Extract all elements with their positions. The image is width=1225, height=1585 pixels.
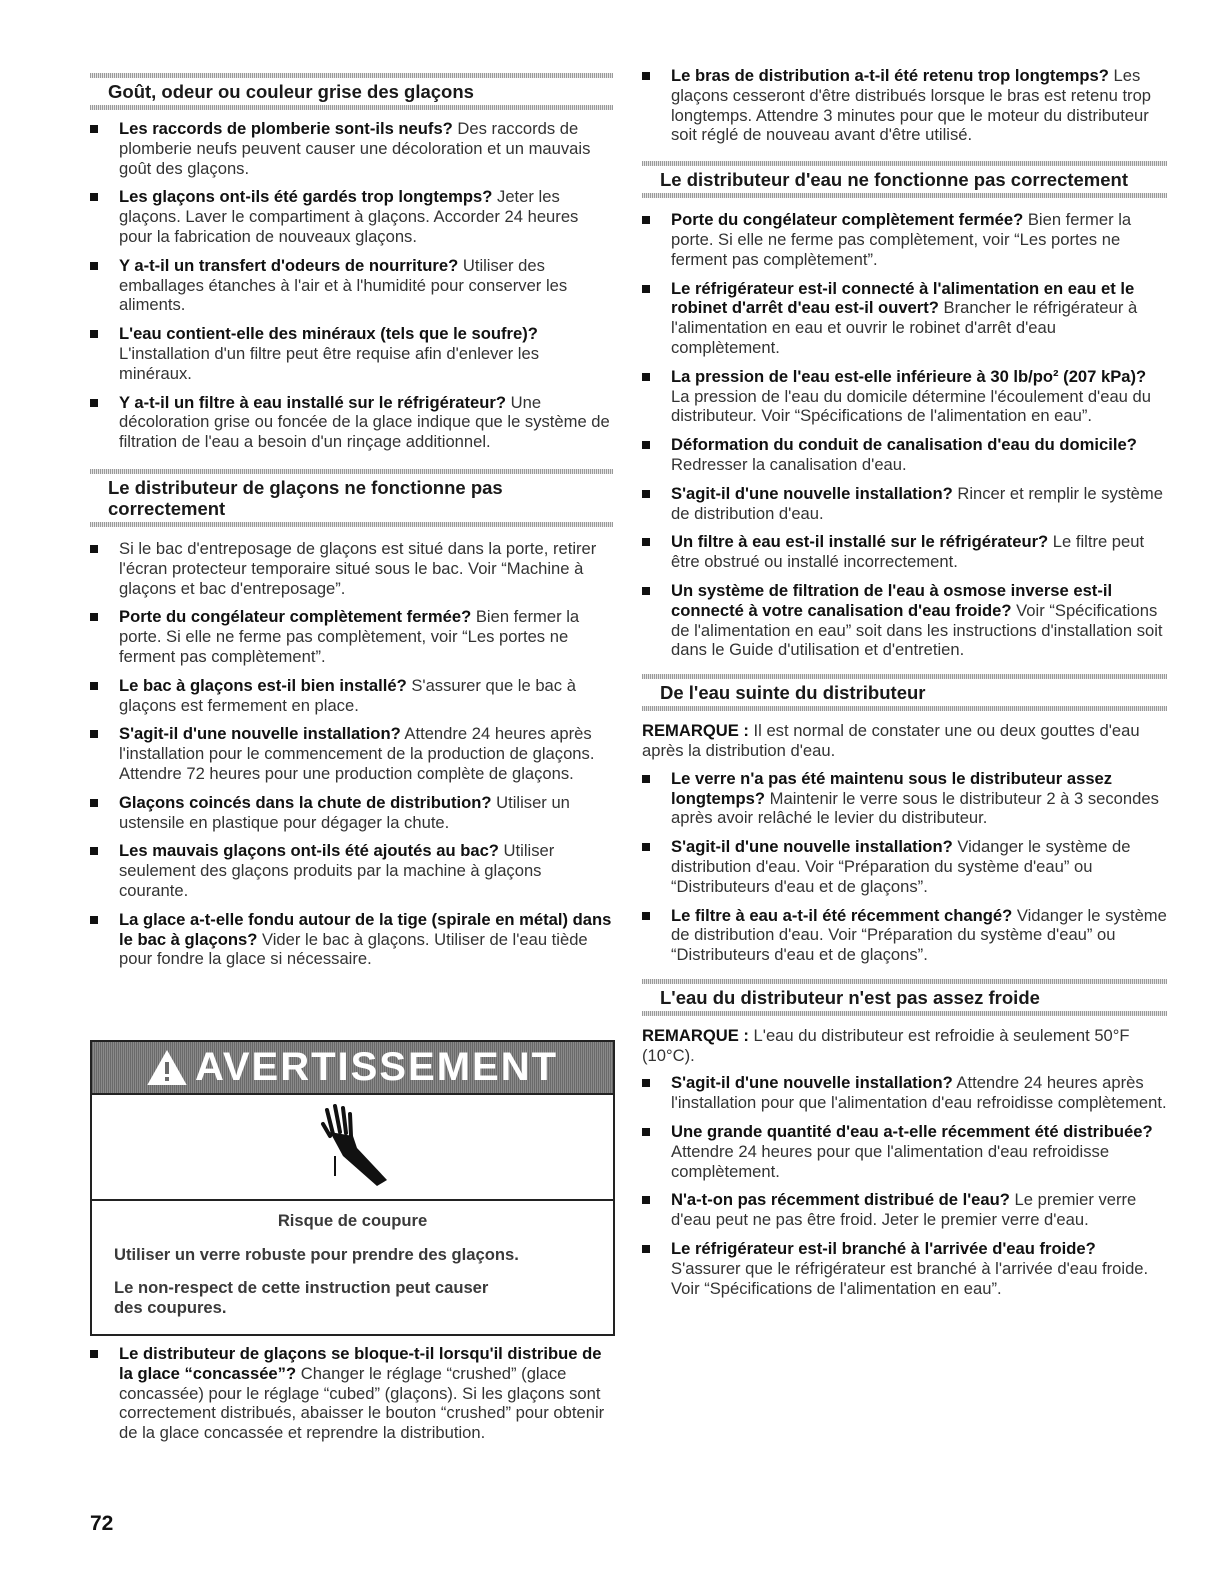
bullet-icon (642, 216, 650, 224)
question: Déformation du conduit de canalisation d'eau du domicile? (671, 435, 1137, 455)
section-title (90, 474, 613, 522)
page-number: 72 (90, 1512, 114, 1535)
answer: Utiliser des emballages étanches à l'air et à l'humidité pour conserver les aliments. (119, 255, 568, 315)
question: Y a-t-il un filtre à eau installé sur le réfrigérateur? (119, 392, 506, 412)
bullet-icon (642, 587, 650, 595)
list-item (642, 279, 1167, 358)
list-item (642, 1073, 1167, 1113)
section-rule (642, 193, 1167, 198)
answer: S'assurer que le bac à glaçons est fermement en place. (119, 675, 576, 715)
note-label: REMARQUE : (642, 721, 749, 741)
answer: Attendre 24 heures après l'installation pour le commencement de la production de glaçons. Attendre 72 heures pour une production complète de glaçons. (119, 724, 595, 783)
note-label: REMARQUE : (642, 1025, 749, 1045)
right-column (642, 0, 1167, 1298)
list-item (90, 119, 613, 178)
list-item (90, 607, 613, 666)
list-item (642, 906, 1167, 965)
bullet-icon (642, 72, 650, 80)
bullet-icon (90, 847, 98, 855)
answer: La pression de l'eau du domicile détermine l'écoulement d'eau du distributeur. Voir “Spécifications de l'alimentation en eau”. (671, 386, 1151, 426)
cut-hand-icon (313, 1104, 393, 1190)
list-item (90, 1344, 613, 1443)
answer: Redresser la canalisation d'eau. (671, 454, 907, 474)
bullet-icon (642, 373, 650, 381)
section-list (642, 210, 1167, 660)
question: La pression de l'eau est-elle inférieure à 30 lb/po² (207 kPa)? (671, 366, 1147, 386)
bullet-icon (642, 441, 650, 449)
question: La glace a-t-elle fondu autour de la tige (spirale en métal) dans le bac à glaçons? (119, 909, 612, 949)
note-text: Il est normal de constater une ou deux gouttes d'eau après la distribution d'eau. (642, 721, 1140, 760)
list-item (90, 724, 613, 783)
list-item (642, 435, 1167, 475)
question: Y a-t-il un transfert d'odeurs de nourriture? (119, 255, 459, 275)
answer: Rincer et remplir le système de distribution d'eau. (671, 483, 1163, 523)
bullet-icon (642, 538, 650, 546)
list-item (90, 256, 613, 315)
section-rule (642, 706, 1167, 711)
list-item (90, 841, 613, 900)
bullet-icon (642, 775, 650, 783)
question: Le réfrigérateur est-il branché à l'arrivée d'eau froide? (671, 1239, 1096, 1259)
answer: Jeter les glaçons. Laver le compartiment à glaçons. Accorder 24 heures pour la fabrication de nouveaux glaçons. (119, 187, 579, 246)
list-item (642, 1190, 1167, 1230)
warning-risk: Risque de coupure (277, 1211, 428, 1230)
section-title-line: Le distributeur de glaçons ne fonctionne pas (108, 476, 503, 498)
bullet-icon (642, 1128, 650, 1136)
bullet-icon (90, 916, 98, 924)
warning-icon-area (92, 1095, 613, 1201)
list-item (90, 676, 613, 716)
bullet-icon (642, 843, 650, 851)
question: Le bras de distribution a-t-il été retenu trop longtemps? (671, 66, 1109, 85)
answer: Le filtre peut être obstrué ou installé incorrectement. (671, 532, 1145, 572)
section-rule (642, 1011, 1167, 1016)
list-item (90, 793, 613, 833)
bullet-icon (90, 1350, 98, 1358)
answer: Bien fermer la porte. Si elle ne ferme pas complètement, voir “Les portes ne ferment pas complètement”. (671, 210, 1132, 269)
question: Le verre n'a pas été maintenu sous le distributeur assez longtemps? (671, 768, 1113, 808)
answer: Si le bac d'entreposage de glaçons est situé dans la porte, retirer l'écran protecteur temporaire situé sous le bac. Voir “Machine à glaçons et bac d'entreposage”. (119, 538, 597, 598)
question: Le filtre à eau a-t-il été récemment changé? (671, 905, 1013, 925)
bullet-icon (90, 193, 98, 201)
answer: Changer le réglage “crushed” (glace concassée) pour le réglage “cubed” (glaçons). Si les glaçons sont correctement distribués, abaisser le bouton “crushed” pour obtenir de la glace concassée et reprendre la distribution. (119, 1363, 605, 1443)
warning-header (92, 1042, 613, 1095)
question: L'eau contient-elle des minéraux (tels que le soufre)? (119, 324, 538, 344)
bullet-icon (90, 613, 98, 621)
section-list (90, 119, 613, 452)
answer: Bien fermer la porte. Si elle ne ferme pas complètement, voir “Les portes ne ferment pas complètement”. (119, 607, 580, 666)
bullet-icon (90, 799, 98, 807)
section-list (642, 769, 1167, 965)
list-item (90, 187, 613, 246)
question: S'agit-il d'une nouvelle installation? (671, 837, 953, 857)
question: Porte du congélateur complètement fermée? (119, 607, 472, 627)
warning-triangle-icon (147, 1050, 187, 1086)
question: Les mauvais glaçons ont-ils été ajoutés au bac? (119, 841, 499, 861)
answer: Une décoloration grise ou foncée de la glace indique que le système de filtration de l'eau a besoin d'un rinçage additionnel. (119, 392, 610, 452)
question: S'agit-il d'une nouvelle installation? (119, 724, 401, 744)
section-title: Goût, odeur ou couleur grise des glaçons (108, 81, 474, 102)
section-list (642, 1073, 1167, 1298)
bullet-icon (90, 399, 98, 407)
answer: S'assurer que le réfrigérateur est branché à l'arrivée d'eau froide. Voir “Spécifications de l'alimentation en eau”. (671, 1258, 1149, 1298)
answer: Les glaçons cesseront d'être distribués lorsque le bras est retenu trop longtemps. Attendre 3 minutes pour que le moteur du distributeur soit réglé de nouveau avant d'être utilisé. (671, 66, 1152, 145)
answer: Utiliser seulement des glaçons produits par la machine à glaçons courante. (119, 841, 555, 900)
question: Un système de filtration de l'eau à osmose inverse est-il connecté à votre canalisation d'eau froide? (671, 580, 1113, 620)
list-item (642, 581, 1167, 660)
bullet-icon (90, 125, 98, 133)
warning-line: Le non-respect de cette instruction peut causer (114, 1278, 489, 1297)
list-item (642, 532, 1167, 572)
list-item (642, 367, 1167, 426)
bullet-icon (642, 1196, 650, 1204)
answer: Brancher le réfrigérateur à l'alimentation en eau et ouvrir le robinet d'arrêt d'eau complètement. (671, 298, 1138, 357)
note (642, 1026, 1167, 1066)
section-list (90, 1344, 613, 1443)
list-item (90, 324, 613, 383)
left-column (90, 0, 613, 969)
left-column-bottom (90, 1344, 613, 1443)
bullet-icon (642, 490, 650, 498)
list-item (90, 539, 613, 598)
answer: Des raccords de plomberie neufs peuvent causer une décoloration et un mauvais goût des glaçons. (119, 119, 591, 178)
bullet-icon (90, 730, 98, 738)
list-item (642, 66, 1167, 145)
answer: Attendre 24 heures pour que l'alimentation d'eau refroidisse complètement. (671, 1141, 1110, 1181)
list-item (642, 837, 1167, 896)
warning-title: AVERTISSEMENT (194, 1045, 559, 1089)
question: Une grande quantité d'eau a-t-elle récemment été distribuée? (671, 1122, 1153, 1142)
warning-line: Utiliser un verre robuste pour prendre des glaçons. (114, 1245, 519, 1264)
section-title: De l'eau suinte du distributeur (660, 682, 926, 704)
section-rule (90, 522, 613, 527)
warning-box (90, 1040, 615, 1336)
bullet-icon (90, 330, 98, 338)
list-item (90, 393, 613, 452)
question: S'agit-il d'une nouvelle installation? (671, 1073, 953, 1093)
list-item (642, 1239, 1167, 1298)
section-title-line: correctement (108, 497, 226, 519)
question: Le distributeur de glaçons se bloque-t-il lorsqu'il distribue de la glace “concassée”? (119, 1344, 602, 1383)
question: Porte du congélateur complètement fermée? (671, 210, 1024, 230)
list-item (642, 769, 1167, 828)
question: N'a-t-on pas récemment distribué de l'eau? (671, 1190, 1010, 1210)
answer: L'installation d'un filtre peut être requise afin d'enlever les minéraux. (119, 343, 539, 383)
bullet-icon (90, 545, 98, 553)
bullet-icon (642, 285, 650, 293)
bullet-icon (642, 1245, 650, 1253)
bullet-icon (90, 262, 98, 270)
answer: Voir “Spécifications de l'alimentation en eau” soit dans les instructions d'installation soit dans le Guide d'utilisation et d'entretien. (671, 600, 1163, 660)
list-item (642, 1122, 1167, 1181)
question: Les raccords de plomberie sont-ils neufs? (119, 119, 453, 138)
bullet-icon (90, 682, 98, 690)
question: Un filtre à eau est-il installé sur le réfrigérateur? (671, 532, 1049, 552)
answer: Vidanger le système de distribution d'eau. Voir “Préparation du système d'eau” ou “Distributeurs d'eau et de glaçons”. (671, 905, 1167, 965)
question: Les glaçons ont-ils été gardés trop longtemps? (119, 187, 493, 207)
question: Le réfrigérateur est-il connecté à l'alimentation en eau et le robinet d'arrêt d'eau est-il ouvert? (671, 278, 1135, 318)
section-title: Le distributeur d'eau ne fonctionne pas correctement (660, 169, 1129, 191)
section-title: L'eau du distributeur n'est pas assez froide (660, 986, 1040, 1008)
note (642, 721, 1167, 761)
answer: Vider le bac à glaçons. Utiliser de l'eau tiède pour fondre la glace si nécessaire. (119, 929, 588, 969)
section-list (642, 66, 1167, 145)
question: S'agit-il d'une nouvelle installation? (671, 483, 953, 503)
bullet-icon (642, 1079, 650, 1087)
list-item (90, 910, 613, 969)
note-text: L'eau du distributeur est refroidie à seulement 50°F (10°C). (642, 1025, 1130, 1065)
answer: Maintenir le verre sous le distributeur 2 à 3 secondes après avoir relâché le levier du distributeur. (671, 788, 1159, 828)
answer: Utiliser un ustensile en plastique pour dégager la chute. (119, 792, 570, 832)
answer: Vidanger le système de distribution d'eau. Voir “Préparation du système d'eau” ou “Distributeurs d'eau et de glaçons”. (671, 837, 1131, 896)
list-item (642, 210, 1167, 269)
answer: Attendre 24 heures après l'installation pour que l'alimentation d'eau refroidisse complètement. (671, 1073, 1167, 1113)
warning-line: des coupures. (114, 1298, 227, 1317)
list-item (642, 484, 1167, 524)
warning-body (92, 1201, 613, 1334)
answer: Le premier verre d'eau peut ne pas être froid. Jeter le premier verre d'eau. (671, 1190, 1137, 1230)
section-list (90, 539, 613, 969)
bullet-icon (642, 912, 650, 920)
question: Glaçons coincés dans la chute de distribution? (119, 792, 492, 812)
section-rule (90, 105, 613, 110)
question: Le bac à glaçons est-il bien installé? (119, 675, 407, 695)
